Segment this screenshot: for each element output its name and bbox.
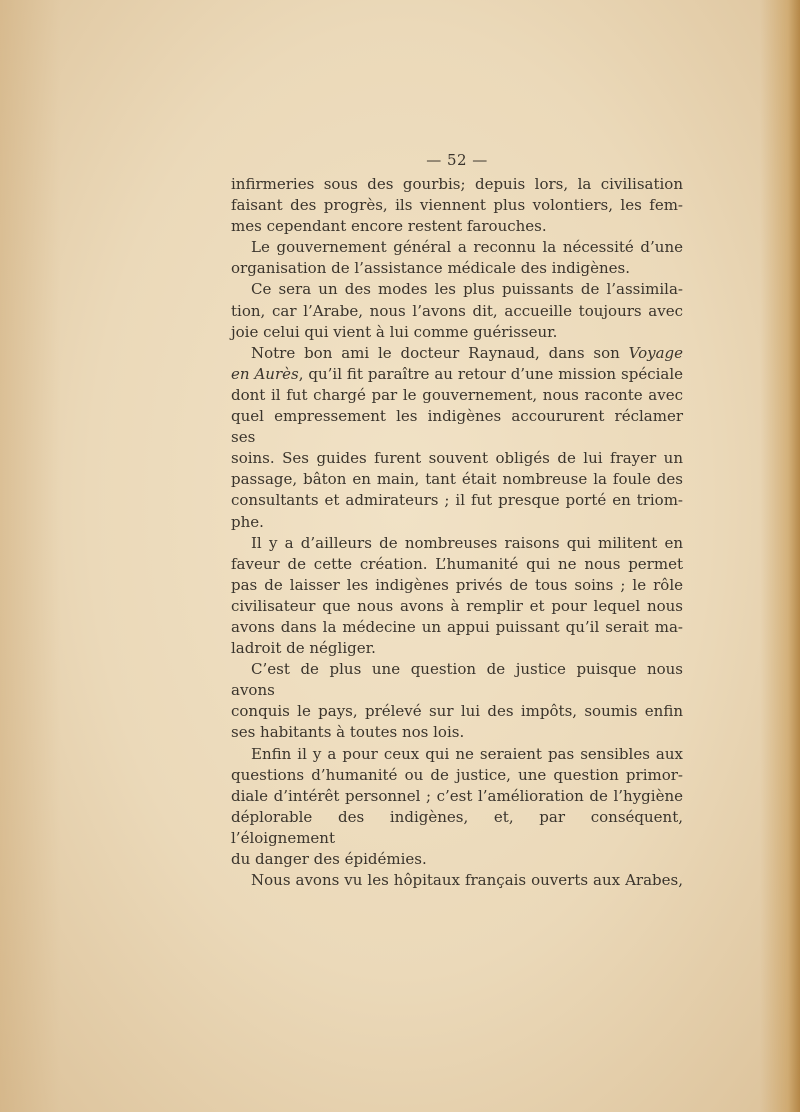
book-title-italic: Voyage (628, 343, 683, 362)
body-text (231, 174, 683, 891)
text-line: ladroit de négliger. (231, 639, 376, 658)
text-line: consultants et admirateurs ; il fut presque porté en triom- (231, 491, 683, 510)
text-line: en Aurès, qu’il fit paraître au retour d’une mission spéciale (231, 364, 684, 383)
text-line: Notre bon ami le docteur Raynaud, dans son Voyage (251, 343, 683, 362)
text-line: Le gouvernement général a reconnu la nécessité d’une (251, 238, 683, 257)
text-line: faveur de cette création. L’humanité qui ne nous permet (231, 554, 683, 573)
page-shadow-left (0, 0, 60, 1112)
book-page (231, 150, 683, 891)
text-line: faisant des progrès, ils viennent plus volontiers, les fem- (231, 196, 683, 215)
text-line: déplorable des indigènes, et, par conséquent, l’éloignement (231, 807, 683, 847)
text-line: organisation de l’assistance médicale des indigènes. (231, 259, 631, 278)
text-line: Ce sera un des modes les plus puissants de l’assimila- (251, 280, 683, 299)
text-line: diale d’intérêt personnel ; c’est l’amélioration de l’hygiène (231, 786, 683, 805)
text-line: passage, bâton en main, tant était nombreuse la foule des (231, 470, 683, 489)
text-line: soins. Ses guides furent souvent obligés de lui frayer un (231, 449, 683, 468)
text-line: quel empressement les indigènes accoururent réclamer ses (231, 407, 683, 447)
text-line: C’est de plus une question de justice puisque nous avons (231, 660, 683, 700)
text-line: Il y a d’ailleurs de nombreuses raisons qui militent en (251, 533, 683, 552)
page-number: — 52 — (426, 151, 488, 169)
text-line: Enfin il y a pour ceux qui ne seraient pas sensibles aux (251, 744, 683, 763)
text-line: Nous avons vu les hôpitaux français ouverts aux Arabes, (251, 871, 683, 890)
page-shadow-right (760, 0, 800, 1112)
text-line: infirmeries sous des gourbis; depuis lors, la civilisation (231, 175, 683, 193)
text-line: phe. (231, 512, 264, 531)
text-line: tion, car l’Arabe, nous l’avons dit, accueille toujours avec (231, 301, 683, 320)
text-line: mes cependant encore restent farouches. (231, 217, 547, 236)
text-line: conquis le pays, prélevé sur lui des impôts, soumis enfin (231, 702, 683, 721)
text-line: du danger des épidémies. (231, 850, 427, 868)
text-line: questions d’humanité ou de justice, une question primor- (231, 765, 683, 784)
text-line: avons dans la médecine un appui puissant qu’il serait ma- (231, 617, 683, 636)
book-title-italic: en Aurès (231, 364, 299, 383)
text-line: dont il fut chargé par le gouvernement, nous raconte avec (231, 385, 683, 404)
text-line: joie celui qui vient à lui comme guérisseur. (231, 322, 558, 341)
text-line: civilisateur que nous avons à remplir et pour lequel nous (231, 596, 683, 615)
text-line: ses habitants à toutes nos lois. (231, 723, 465, 742)
text-line: pas de laisser les indigènes privés de tous soins ; le rôle (231, 575, 683, 594)
